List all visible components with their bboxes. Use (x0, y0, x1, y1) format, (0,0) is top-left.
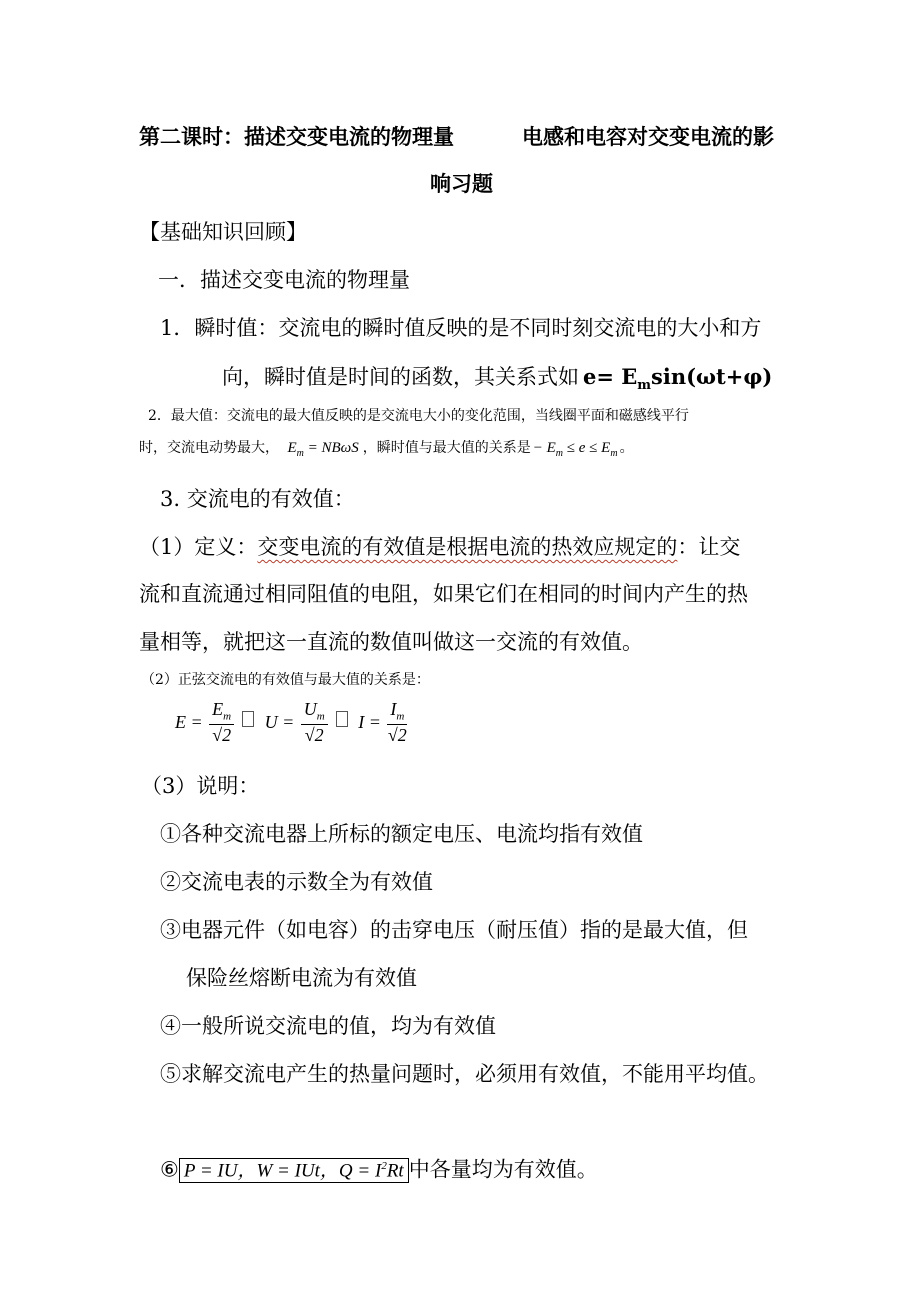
effective-formulas: E = $\frac{E_m}{√2}$ U = $\frac{U_m}{√2}$ I = $\frac{I_m}{√2}$ (175, 699, 407, 745)
instantaneous-line2 (222, 366, 772, 392)
definition-underlined: 交变电流的有效值是根据电流的热效应规定的 (257, 535, 678, 559)
note-5: ⑤求解交流电产生的热量问题时，必须用有效值，不能用平均值。 (160, 1062, 769, 1086)
heading-physical-quantities: 一．描述交变电流的物理量 (158, 268, 410, 292)
definition-line1 (139, 537, 740, 558)
title-part1: 第二课时：描述交变电流的物理量 (139, 124, 454, 149)
definition-rest: ：让交 (677, 535, 741, 559)
definition-label: （1）定义： (139, 535, 258, 559)
power-work-heat-formula: P = IU，W = IUt，$Q = I^2Rt$ (179, 1158, 409, 1183)
note-1: ①各种交流电器上所标的额定电压、电流均指有效值 (160, 822, 643, 846)
maximum-text-a: 时，交流电动势最大， (139, 440, 279, 456)
maximum-text-b: ，瞬时值与最大值的关系是 (362, 440, 531, 456)
instantaneous-line1: 1．瞬时值：交流电的瞬时值反映的是不同时刻交流电的大小和方 (160, 316, 762, 340)
note-6 (160, 1158, 598, 1183)
note-3-continued: 保险丝熔断电流为有效值 (186, 966, 417, 990)
maximum-line2 (139, 441, 634, 459)
instantaneous-text: 向，瞬时值是时间的函数，其关系式如 (222, 365, 579, 389)
section-header: 【基础知识回顾】 (139, 220, 307, 244)
maximum-line1: 2．最大值：交流电的最大值反映的是交流电大小的变化范围，当线圈平面和磁感线平行 (148, 408, 689, 424)
definition-line3: 量相等，就把这一直流的数值叫做这一交流的有效值。 (139, 630, 643, 654)
relation-text: （2）正弦交流电的有效值与最大值的关系是： (141, 672, 430, 688)
instantaneous-formula: $e= E_m\sin(\omega t+\varphi)$ (583, 364, 773, 394)
title-part2: 电感和电容对交变电流的影 (522, 124, 774, 149)
effective-value-heading: 3. 交流电的有效值： (160, 487, 355, 511)
title-part3: 响习题 (430, 171, 493, 196)
note-3: ③电器元件（如电容）的击穿电压（耐压值）指的是最大值，但 (160, 918, 748, 942)
definition-line2: 流和直流通过相同阻值的电阻，如果它们在相同的时间内产生的热 (139, 582, 748, 606)
note-4: ④一般所说交流电的值，均为有效值 (160, 1014, 496, 1038)
max-emf-formula: $E_m = NB\omega S$ (287, 440, 359, 459)
inequality-formula: − $E_m \le e \le E_m$ (532, 440, 618, 459)
note-2: ②交流电表的示数全为有效值 (160, 870, 433, 894)
note-6-prefix: ⑥ (160, 1157, 179, 1182)
maximum-text-end: 。 (619, 440, 634, 456)
notes-label: （3）说明： (141, 774, 260, 798)
note-6-suffix: 中各量均为有效值。 (408, 1157, 598, 1182)
